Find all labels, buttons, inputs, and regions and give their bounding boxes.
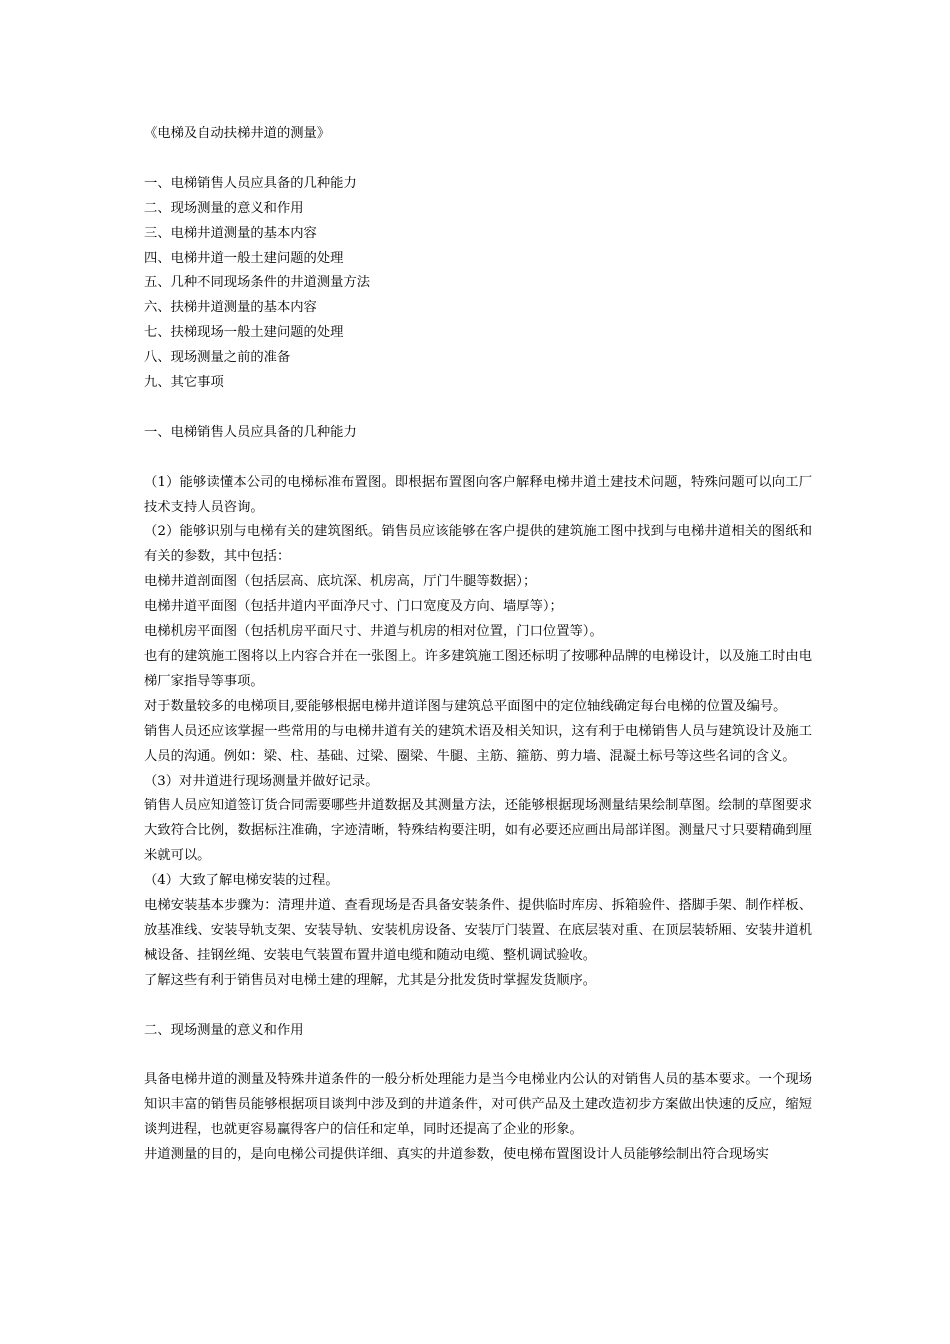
toc-item: 五、几种不同现场条件的井道测量方法 bbox=[144, 275, 371, 291]
paragraph: 井道测量的目的，是向电梯公司提供详细、真实的井道参数，使电梯布置图设计人员能够绘制出符合现场实 bbox=[144, 1147, 769, 1163]
paragraph: （3）对井道进行现场测量并做好记录。 bbox=[144, 773, 379, 789]
document-page bbox=[144, 122, 812, 1168]
section-heading: 二、现场测量的意义和作用 bbox=[144, 1022, 304, 1038]
spacer bbox=[144, 1043, 812, 1068]
paragraph: 电梯井道平面图（包括井道内平面净尺寸、门口宽度及方向、墙厚等）； bbox=[144, 599, 563, 615]
toc-item: 六、扶梯井道测量的基本内容 bbox=[144, 300, 317, 316]
toc-item: 一、电梯销售人员应具备的几种能力 bbox=[144, 175, 357, 191]
toc-item: 九、其它事项 bbox=[144, 375, 224, 391]
paragraph: 了解这些有利于销售员对电梯土建的理解，尤其是分批发货时掌握发货顺序。 bbox=[144, 972, 597, 988]
toc-item: 四、电梯井道一般土建问题的处理 bbox=[144, 250, 344, 266]
paragraph: （4）大致了解电梯安装的过程。 bbox=[144, 873, 339, 889]
paragraph: 电梯机房平面图（包括机房平面尺寸、井道与机房的相对位置，门口位置等）。 bbox=[144, 624, 603, 640]
toc-item: 七、扶梯现场一般土建问题的处理 bbox=[144, 325, 344, 341]
section-heading: 一、电梯销售人员应具备的几种能力 bbox=[144, 424, 357, 440]
paragraph: 电梯井道剖面图（包括层高、底坑深、机房高，厅门牛腿等数据）； bbox=[144, 574, 537, 590]
paragraph: 也有的建筑施工图将以上内容合并在一张图上。许多建筑施工图还标明了按哪种品牌的电梯设计，以及施工时由电梯厂家指导等事项。 bbox=[144, 648, 812, 689]
toc-item: 二、现场测量的意义和作用 bbox=[144, 200, 304, 216]
paragraph: 对于数量较多的电梯项目,要能够根据电梯井道详图与建筑总平面图中的定位轴线确定每台电梯的位置及编号。 bbox=[144, 698, 787, 714]
section-body bbox=[144, 471, 812, 994]
spacer bbox=[144, 994, 812, 1019]
paragraph: （1）能够读懂本公司的电梯标准布置图。即根据布置图向客户解释电梯井道土建技术问题，特殊问题可以向工厂技术支持人员咨询。 bbox=[144, 474, 812, 515]
document-title: 《电梯及自动扶梯井道的测量》 bbox=[144, 126, 331, 141]
paragraph: （2）能够识别与电梯有关的建筑图纸。销售员应该能够在客户提供的建筑施工图中找到与电梯井道相关的图纸和有关的参数，其中包括： bbox=[144, 524, 812, 565]
paragraph: 电梯安装基本步骤为：清理井道、查看现场是否具备安装条件、提供临时库房、拆箱验件、搭脚手架、制作样板、放基准线、安装导轨支架、安装导轨、安装机房设备、安装厅门装置、在底层装对重、在顶层装轿厢、安装井道机械设备、挂钢丝绳、安装电气装置布置井道电缆和随动电缆、整机调试验收。 bbox=[144, 898, 812, 963]
toc-item: 三、电梯井道测量的基本内容 bbox=[144, 225, 317, 241]
paragraph: 销售人员应知道签订货合同需要哪些井道数据及其测量方法，还能够根据现场测量结果绘制草图。绘制的草图要求大致符合比例，数据标注准确，字迹清晰，特殊结构要注明，如有必要还应画出局部详图。测量尺寸只要精确到厘米就可以。 bbox=[144, 798, 812, 864]
table-of-contents bbox=[144, 172, 812, 396]
spacer bbox=[144, 147, 812, 172]
paragraph: 销售人员还应该掌握一些常用的与电梯井道有关的建筑术语及相关知识，这有利于电梯销售人员与建筑设计及施工人员的沟通。例如：梁、柱、基础、过梁、圈梁、牛腿、主筋、箍筋、剪力墙、混凝土标号等这些名词的含义。 bbox=[144, 723, 812, 764]
toc-item: 八、现场测量之前的准备 bbox=[144, 350, 291, 366]
section-body bbox=[144, 1068, 812, 1168]
spacer bbox=[144, 396, 812, 421]
spacer bbox=[144, 446, 812, 471]
paragraph: 具备电梯井道的测量及特殊井道条件的一般分析处理能力是当今电梯业内公认的对销售人员的基本要求。一个现场知识丰富的销售员能够根据项目谈判中涉及到的井道条件，对可供产品及土建改造初步方案做出快速的反应，缩短谈判进程，也就更容易赢得客户的信任和定单，同时还提高了企业的形象。 bbox=[144, 1072, 812, 1138]
